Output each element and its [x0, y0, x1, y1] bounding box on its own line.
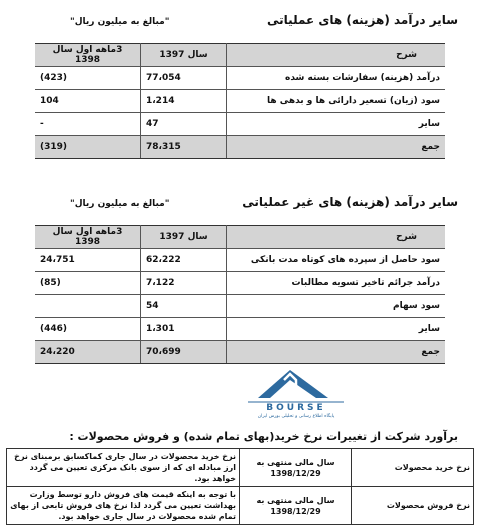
total-year: 70،699 [141, 341, 227, 364]
row-year: 1،214 [141, 90, 227, 113]
section1-unit-note: "مبالغ به میلیون ریال" [70, 17, 170, 27]
row-desc: درآمد جرائم تاخیر تسویه مطالبات [227, 272, 446, 295]
row-year: 77،054 [141, 67, 227, 90]
row-desc: سود (زیان) تسعیر دارائی ها و بدهی ها [227, 90, 446, 113]
logo-roof-shape [258, 370, 328, 398]
row-year: 7،122 [141, 272, 227, 295]
logo-tagline: پایگاه اطلاع رسانی و تحلیلی بورس ایران [257, 414, 335, 418]
total-year: 78،315 [141, 136, 227, 159]
product-period-line2: 1398/12/29 [270, 468, 321, 478]
product-desc: با توجه به اینکه قیمت های فروش دارو توسط وزارت بهداشت تعیین می گردد لذا نرخ های فروش تابعی از بهای تمام شده محصولات در سال جاری خواهد بود. [7, 487, 240, 525]
bourse-logo [240, 366, 352, 418]
products-title: برآورد شرکت از تغییرات نرخ خرید(بهای تمام شده) و فروش محصولات : [69, 430, 458, 443]
table-row [35, 67, 445, 90]
table-row [7, 449, 474, 487]
row-desc: سایر [227, 318, 446, 341]
header-desc: شرح [227, 226, 446, 249]
product-period [240, 449, 352, 487]
product-period-line1: سال مالی منتهی به [256, 457, 335, 467]
product-period-line2: 1398/12/29 [270, 506, 321, 516]
row-quarter [35, 295, 141, 318]
row-quarter: (85) [35, 272, 141, 295]
operating-income-table [35, 43, 445, 159]
header-year: سال 1397 [141, 44, 227, 67]
header-year: سال 1397 [141, 226, 227, 249]
row-year: 62،222 [141, 249, 227, 272]
section2-unit-note: "مبالغ به میلیون ریال" [70, 199, 170, 209]
row-desc: سایر [227, 113, 446, 136]
non-operating-income-table [35, 225, 445, 364]
row-quarter: - [35, 113, 141, 136]
table-row [35, 249, 445, 272]
table-row [35, 113, 445, 136]
header-desc: شرح [227, 44, 446, 67]
section2-title: سایر درآمد (هزینه) های غیر عملیاتی [242, 195, 458, 209]
row-quarter: (423) [35, 67, 141, 90]
table-header-row [35, 226, 445, 249]
row-year: 54 [141, 295, 227, 318]
total-desc: جمع [227, 136, 446, 159]
table-row [35, 90, 445, 113]
row-quarter: 104 [35, 90, 141, 113]
table-header-row [35, 44, 445, 67]
header-quarter: 3ماهه اول سال 1398 [35, 226, 141, 249]
product-label: نرخ خرید محصولات [352, 449, 474, 487]
table-row [7, 487, 474, 525]
table-row [35, 295, 445, 318]
row-year: 47 [141, 113, 227, 136]
row-quarter: (446) [35, 318, 141, 341]
total-desc: جمع [227, 341, 446, 364]
table-row [35, 272, 445, 295]
row-desc: درآمد (هزینه) سفارشات بسته شده [227, 67, 446, 90]
total-row [35, 136, 445, 159]
products-table [6, 448, 474, 525]
row-year: 1،301 [141, 318, 227, 341]
total-quarter: (319) [35, 136, 141, 159]
header-quarter: 3ماهه اول سال 1398 [35, 44, 141, 67]
product-desc: نرخ خرید محصولات در سال جاری کماکسابق برمبنای نرخ ارز مبادله ای که از سوی بانک مرکزی تعیین می گردد خواهد بود. [7, 449, 240, 487]
row-desc: سود حاصل از سپرده های کوتاه مدت بانکی [227, 249, 446, 272]
table-row [35, 318, 445, 341]
row-desc: سود سهام [227, 295, 446, 318]
logo-wordmark: BOURSE [266, 403, 326, 413]
product-period-line1: سال مالی منتهی به [256, 495, 335, 505]
total-row [35, 341, 445, 364]
row-quarter: 24،751 [35, 249, 141, 272]
product-period [240, 487, 352, 525]
total-quarter: 24،220 [35, 341, 141, 364]
section1-title: سایر درآمد (هزینه) های عملیاتی [267, 13, 458, 27]
product-label: نرخ فروش محصولات [352, 487, 474, 525]
